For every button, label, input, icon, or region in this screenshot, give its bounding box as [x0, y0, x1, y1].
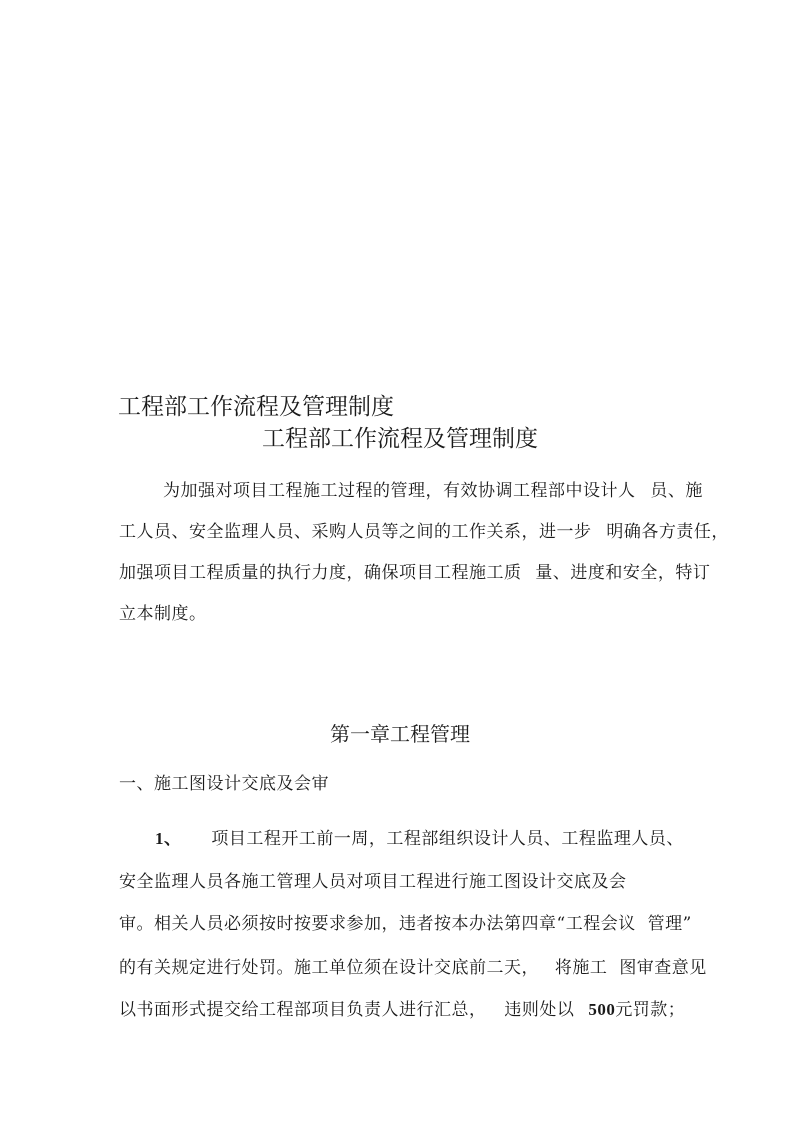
item-text: 管理” [647, 914, 692, 934]
section-title: 一、施工图设计交底及会审 [119, 774, 329, 794]
fine-amount: 500 [588, 1000, 616, 1019]
item-text: 违则处以 [504, 1000, 575, 1020]
intro-line-4: 立本制度。 [119, 604, 207, 624]
item-text: 将施工 [554, 958, 608, 978]
item-text: 元罚款； [615, 1000, 686, 1020]
intro-text: 量、进度和安全，特订 [535, 563, 711, 583]
item-text: 图审查意见 [619, 958, 707, 978]
item-text: 的有关规定进行处罚。施工单位须在设计交底前二天， [119, 958, 539, 978]
item-text: 以书面形式提交给工程部项目负责人进行汇总， [119, 1000, 487, 1020]
item-number: 1、 [155, 829, 182, 848]
intro-line-1 [163, 480, 703, 502]
item-1-line-4 [119, 957, 707, 979]
intro-text: 加强项目工程质量的执行力度，确保项目工程施工质 [119, 563, 522, 583]
intro-text: 员、施 [650, 481, 703, 501]
item-text: 审。相关人员必须按时按要求参加，违者按本办法第四章“工程会议 [119, 914, 636, 934]
intro-line-3 [119, 562, 710, 584]
chapter-title: 第一章工程管理 [330, 722, 470, 746]
intro-line-2 [119, 521, 729, 543]
item-1-line-3 [119, 913, 692, 935]
intro-text: 工人员、安全监理人员、采购人员等之间的工作关系，进一步 [119, 522, 592, 542]
document-title-center: 工程部工作流程及管理制度 [262, 426, 538, 452]
item-1-line-2: 安全监理人员各施工管理人员对项目工程进行施工图设计交底及会 [119, 872, 627, 892]
intro-text: 为加强对项目工程施工过程的管理，有效协调工程部中设计人 [163, 481, 636, 501]
item-text: 项目工程开工前一周，工程部组织设计人员、工程监理人员、 [211, 829, 684, 849]
item-1-line-5 [119, 999, 685, 1021]
item-1-line-1 [155, 828, 684, 850]
document-title-top: 工程部工作流程及管理制度 [118, 394, 394, 420]
intro-text: 明确各方责任， [606, 522, 729, 542]
